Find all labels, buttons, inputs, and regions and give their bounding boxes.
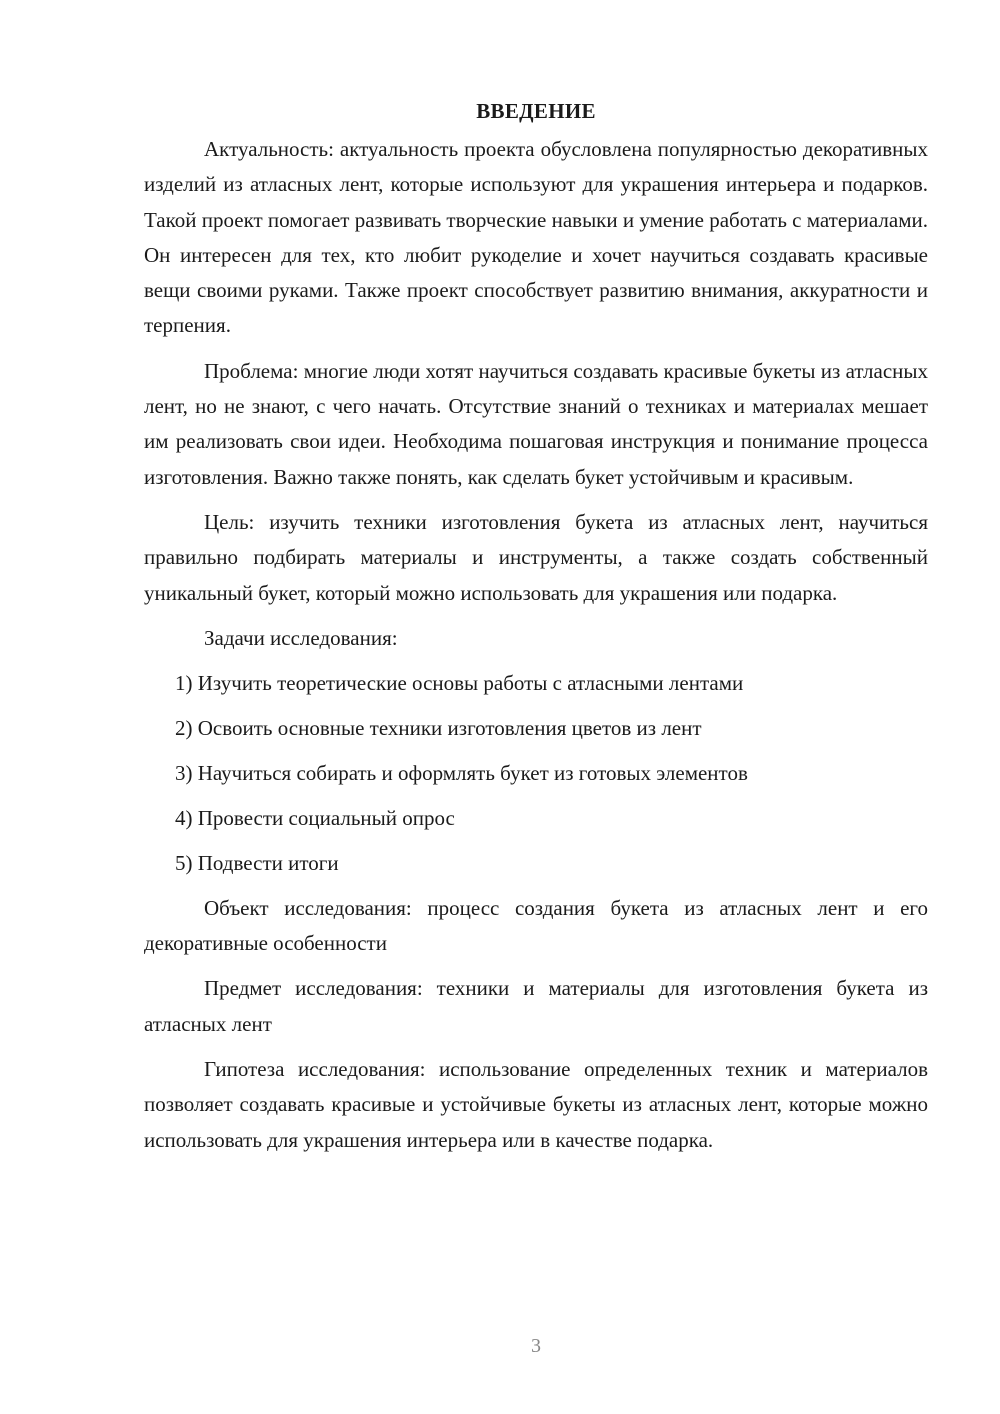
paragraph-object: Объект исследования: процесс создания букета из атласных лент и его декоративные особенности (144, 895, 928, 956)
task-item: 5) Подвести итоги (175, 850, 339, 875)
task-item: 1) Изучить теоретические основы работы с атласными лентами (175, 670, 744, 695)
tasks-title: Задачи исследования: (204, 625, 398, 650)
paragraph-relevance: Актуальность: актуальность проекта обусловлена популярностью декоративных изделий из атласных лент, которые используют для украшения интерьера и подарков. Такой проект помогает развивать творческие навыки и умение работать с материалами. Он интересен для тех, кто любит рукоделие и хочет научиться создавать красивые вещи своими руками. Также проект способствует развитию внимания, аккуратности и терпения. (144, 137, 928, 338)
paragraph-goal: Цель: изучить техники изготовления букета из атласных лент, научиться правильно подбирать материалы и инструменты, а также создать собственный уникальный букет, который можно использовать для украшения или подарка. (144, 509, 928, 605)
page-number: 3 (531, 1335, 541, 1357)
document-body (144, 94, 928, 1168)
task-list (144, 666, 928, 881)
paragraph-problem: Проблема: многие люди хотят научиться создавать красивые букеты из атласных лент, но не знают, с чего начать. Отсутствие знаний о техниках и материалах мешает им реализовать свои идеи. Необходима пошаговая инструкция и понимание процесса изготовления. Важно также понять, как сделать букет устойчивым и красивым. (144, 358, 928, 489)
task-item: 3) Научиться собирать и оформлять букет из готовых элементов (175, 760, 748, 785)
task-item: 2) Освоить основные техники изготовления цветов из лент (175, 715, 702, 740)
page-title: ВВЕДЕНИЕ (476, 99, 596, 123)
paragraph-subject: Предмет исследования: техники и материалы для изготовления букета из атласных лент (144, 976, 928, 1036)
task-item: 4) Провести социальный опрос (175, 805, 455, 830)
paragraph-hypothesis: Гипотеза исследования: использование определенных техник и материалов позволяет создавать красивые и устойчивые букеты из атласных лент, которые можно использовать для украшения интерьера или в качестве подарка. (144, 1057, 928, 1152)
